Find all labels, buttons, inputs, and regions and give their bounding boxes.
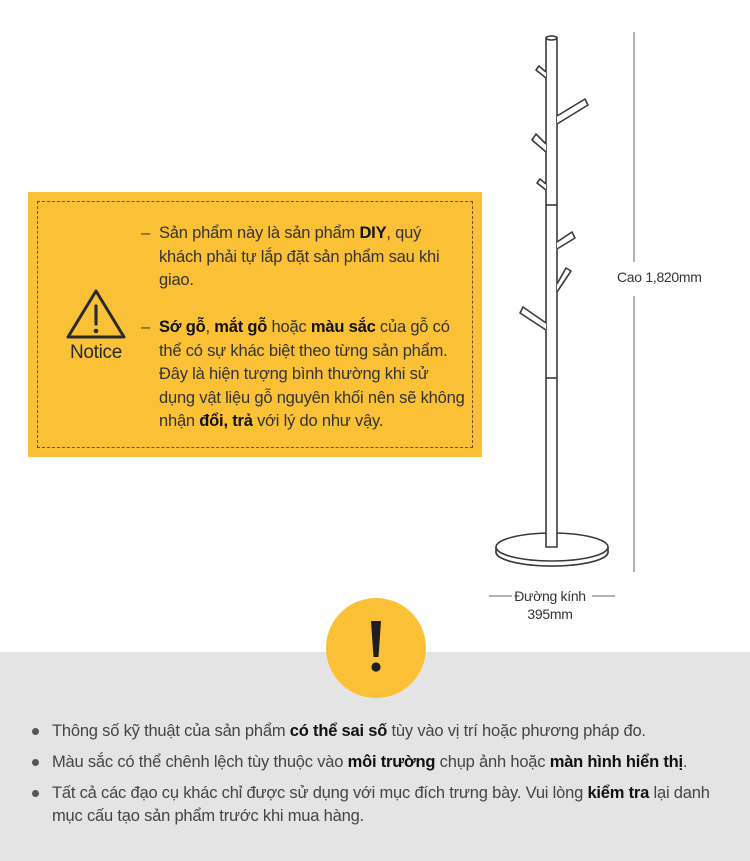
list-item-text: tùy vào vị trí hoặc phương pháp đo. [387,722,646,740]
notice-emphasis: Sớ gỗ [159,318,206,336]
notice-text: hoặc [267,318,311,336]
list-item [30,720,735,743]
list-item-text: lại danh mục cấu tạo sản phẩm trước khi mua hàng. [52,784,710,825]
notice-item-diy [147,222,465,293]
notice-emphasis: màu sắc [310,318,376,336]
notice-text: , [205,318,215,336]
notice-emphasis: đổi, trả [199,412,253,430]
list-item-text: chụp ảnh hoặc [435,753,550,771]
coat-stand-illustration [480,20,740,630]
list-item-text: Tất cả các đạo cụ khác chỉ được sử dụng với mục đích trưng bày. Vui lòng [52,784,588,802]
notice-text: với lý do như vậy. [252,412,384,430]
bullet-icon [32,759,39,766]
notice-box [28,192,482,457]
bullet-icon [32,790,39,797]
notice-badge [58,287,134,364]
list-item-emphasis: môi trường [347,753,436,771]
list-item-text: . [682,753,688,771]
diameter-dimension-label [500,587,600,623]
notice-label: Notice [69,342,123,363]
diameter-value: 395mm [527,606,573,622]
list-item [30,782,735,828]
notice-emphasis: mắt gỗ [214,318,268,336]
notice-text: của gỗ có thể có sự khác biệt theo từng sản phẩm. Đây là hiện tượng bình thường khi sử dụng vật liệu gỗ nguyên khối nên sẽ không nhận [159,318,465,430]
exclamation-icon [325,597,427,699]
diameter-label: Đường kính [514,588,586,604]
list-item-emphasis: có thể sai số [289,722,388,740]
list-item [30,751,735,774]
list-item-emphasis: kiểm tra [587,784,650,802]
notice-emphasis: DIY [359,224,387,242]
list-item-emphasis: màn hình hiển thị [549,753,683,771]
bullet-icon [32,728,39,735]
notice-dashed-frame [37,201,473,448]
notice-item-wood-variation [147,316,465,434]
notice-text: , quý khách phải tự lắp đặt sản phẩm sau khi giao. [159,224,440,289]
disclaimer-list [30,720,735,836]
list-item-text: Màu sắc có thể chênh lệch tùy thuộc vào [52,753,348,771]
height-dimension-label: Cao 1,820mm [617,269,702,285]
list-item-text: Thông số kỹ thuật của sản phẩm [52,722,290,740]
notice-text: Sản phẩm này là sản phẩm [159,224,360,242]
warning-triangle-icon [64,287,128,341]
